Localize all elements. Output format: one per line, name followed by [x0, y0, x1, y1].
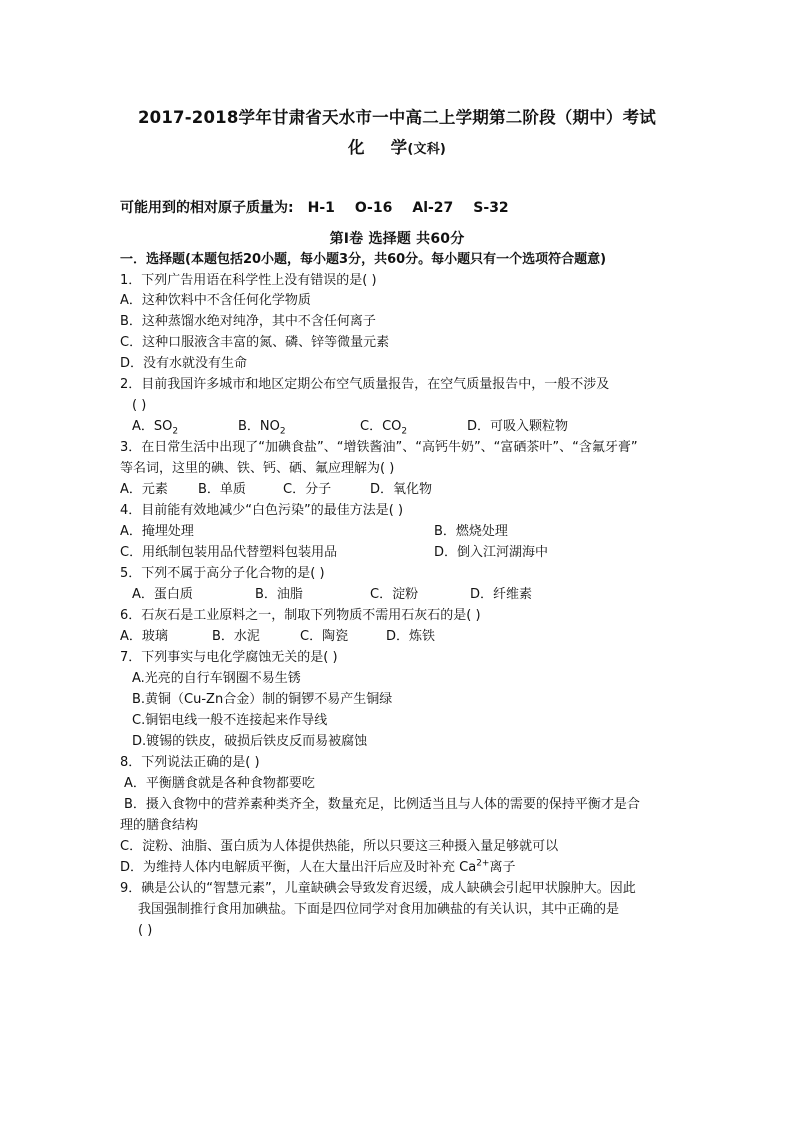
question-4-stem: 4．目前能有效地减少“白色污染”的最佳方法是( ) — [120, 503, 404, 518]
question-8-option-d-text: D．为维持人体内电解质平衡，人在大量出汗后应及时补充 Ca — [120, 860, 477, 875]
question-2-option-a: A．$SO_2$ — [132, 419, 179, 437]
question-8-option-d-suffix: 离子 — [489, 860, 516, 875]
subscript: 2 — [401, 426, 408, 437]
question-2-option-d: D．可吸入颗粒物 — [467, 419, 569, 434]
question-4-option-c: C．用纸制包装用品代替塑料包装用品 — [120, 545, 338, 560]
question-8-option-c: C．淀粉、油脂、蛋白质为人体提供热能，所以只要这三种摄入量足够就可以 — [120, 839, 559, 854]
atomic-mass-al: Al-27 — [412, 200, 454, 216]
question-5-stem: 5．下列不属于高分子化合物的是( ) — [120, 566, 325, 581]
question-2-paren: ( ) — [132, 398, 147, 413]
question-8-option-d — [120, 859, 515, 877]
atomic-mass-s: S-32 — [473, 200, 509, 216]
question-1-option-a: A．这种饮料中不含任何化学物质 — [120, 293, 311, 308]
question-7-option-d: D.镀锡的铁皮，破损后铁皮反而易被腐蚀 — [132, 734, 368, 749]
question-4-option-d: D．倒入江河湖海中 — [434, 545, 549, 560]
question-6-option-b: B．水泥 — [212, 629, 260, 644]
section-instruction: 一．选择题(本题包括20小题，每小题3分，共60分。每小题只有一个选项符合题意) — [120, 252, 607, 267]
question-8-option-a: A．平衡膳食就是各种食物都要吃 — [124, 776, 315, 791]
question-3-option-a: A．元素 — [120, 482, 168, 497]
subscript: 2 — [172, 426, 179, 437]
subscript: 2 — [279, 426, 286, 437]
question-6-option-a: A．玻璃 — [120, 629, 168, 644]
subject-suffix: (文科) — [407, 142, 447, 157]
question-7-option-b: B.黄铜（Cu-Zn合金）制的铜锣不易产生铜绿 — [132, 692, 393, 707]
question-6-stem: 6．石灰石是工业原料之一，制取下列物质不需用石灰石的是( ) — [120, 608, 481, 623]
atomic-mass-o: O-16 — [354, 200, 393, 216]
question-8-option-b-line1: B．摄入食物中的营养素种类齐全，数量充足，比例适当且与人体的需要的保持平衡才是合 — [124, 797, 640, 812]
exam-title: 2017-2018学年甘肃省天水市一中高二上学期第二阶段（期中）考试 — [138, 108, 656, 127]
question-8-stem: 8．下列说法正确的是( ) — [120, 755, 260, 770]
question-5-option-b: B．油脂 — [255, 587, 303, 602]
question-6-option-d: D．炼铁 — [386, 629, 436, 644]
question-3-option-b: B．单质 — [198, 482, 246, 497]
superscript: 2+ — [476, 858, 490, 869]
question-5-option-d: D．纤维素 — [470, 587, 533, 602]
question-6-option-c: C．陶瓷 — [300, 629, 349, 644]
question-7-option-c: C.铜铝电线一般不连接起来作导线 — [132, 713, 328, 728]
question-1-option-d: D．没有水就没有生命 — [120, 356, 248, 371]
question-5-option-a: A．蛋白质 — [132, 587, 193, 602]
atomic-mass-line — [120, 199, 509, 217]
question-7-stem: 7．下列事实与电化学腐蚀无关的是( ) — [120, 650, 338, 665]
question-3-option-d: D．氧化物 — [370, 482, 433, 497]
question-1-stem: 1．下列广告用语在科学性上没有错误的是( ) — [120, 273, 377, 288]
atomic-mass-h: H-1 — [307, 200, 335, 216]
question-1-option-b: B．这种蒸馏水绝对纯净，其中不含任何离子 — [120, 314, 376, 329]
question-9-stem-line2: 我国强制推行食用加碘盐。下面是四位同学对食用加碘盐的有关认识，其中正确的是 — [138, 902, 620, 917]
question-9-paren: ( ) — [138, 923, 153, 938]
question-4-option-a: A．掩埋处理 — [120, 524, 194, 539]
volume-title: 第Ⅰ卷 选择题 共60分 — [329, 231, 465, 247]
question-8-option-b-line2: 理的膳食结构 — [120, 818, 199, 833]
question-3-option-c: C．分子 — [283, 482, 332, 497]
question-4-option-b: B．燃烧处理 — [434, 524, 508, 539]
question-2-option-c: C．$CO_2$ — [360, 419, 408, 437]
question-7-option-a: A.光亮的自行车钢圈不易生锈 — [132, 671, 301, 686]
question-9-stem-line1: 9．碘是公认的“智慧元素”，儿童缺碘会导致发育迟缓，成人缺碘会引起甲状腺肿大。因此 — [120, 881, 636, 896]
question-3-stem-line1: 3．在日常生活中出现了“加碘食盐”、“增铁酱油”、“高钙牛奶”、“富硒茶叶”、“含氟牙膏” — [120, 440, 638, 455]
question-1-option-c: C．这种口服液含丰富的氮、磷、锌等微量元素 — [120, 335, 390, 350]
question-5-option-c: C．淀粉 — [370, 587, 419, 602]
subject-char-2: 学 — [390, 138, 408, 157]
subject-char-1: 化 — [347, 138, 365, 157]
atomic-mass-label: 可能用到的相对原子质量为: — [120, 200, 294, 216]
question-3-stem-line2: 等名词，这里的碘、铁、钙、硒、氟应理解为( ) — [120, 461, 395, 476]
subject-title — [0, 134, 794, 158]
question-2-stem: 2．目前我国许多城市和地区定期公布空气质量报告，在空气质量报告中，一般不涉及 — [120, 377, 610, 392]
question-2-option-b: B．$NO_2$ — [238, 419, 286, 437]
